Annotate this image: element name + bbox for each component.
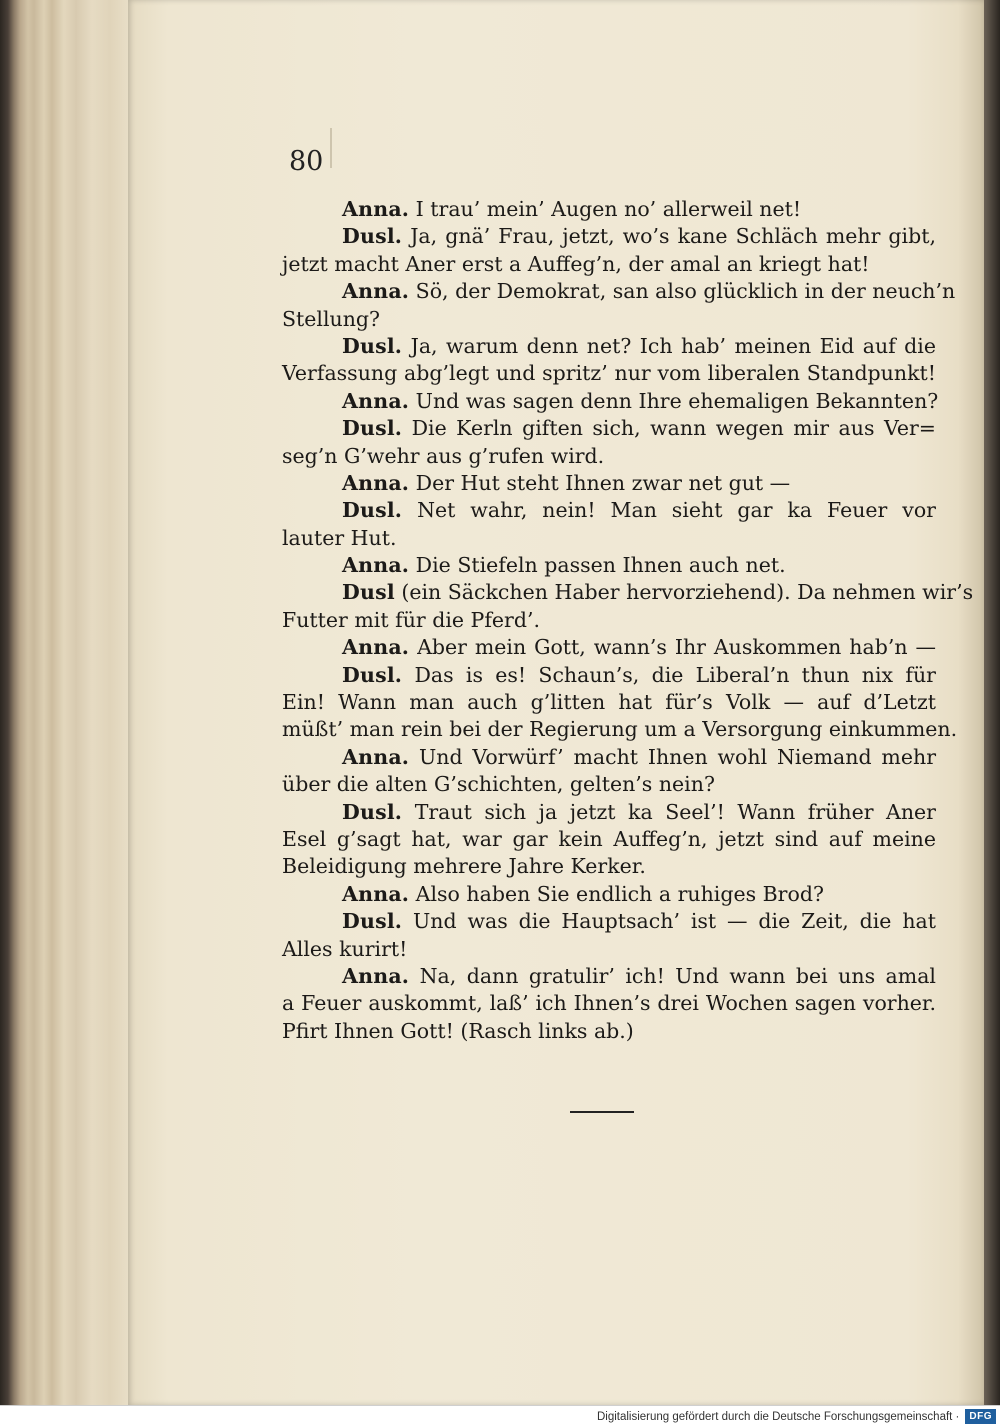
book-gutter-shadow [984, 0, 1000, 1405]
speaker-name: Dusl. [342, 909, 403, 934]
speaker-name: Anna. [342, 197, 410, 221]
line-text: Traut sich ja jetzt ka Seel’! Wann früher Aner [414, 799, 936, 824]
text-line [282, 497, 936, 524]
line-text: Und was sagen denn Ihre ehemaligen Bekannten? [415, 388, 939, 413]
speaker-name: Anna. [342, 553, 410, 578]
text-line [282, 826, 936, 853]
text-line [282, 771, 936, 798]
text-line [282, 470, 936, 497]
line-text: Und Vorwürf’ macht Ihnen wohl Niemand mehr [418, 744, 936, 769]
text-line [282, 251, 936, 278]
line-text: lauter Hut. [282, 525, 397, 550]
text-line [282, 1018, 936, 1045]
speaker-name: Anna. [342, 881, 410, 906]
line-text: jetzt macht Aner erst a Auffeg’n, der amal an kriegt hat! [282, 251, 870, 276]
speaker-name: Anna. [342, 744, 410, 769]
line-text: Na, dann gratulir’ ich! Und wann bei uns amal [419, 963, 936, 988]
text-line [282, 936, 936, 963]
speaker-name: Anna. [342, 388, 410, 413]
speaker-name: Anna. [342, 963, 410, 988]
line-text: Stellung? [282, 306, 381, 331]
book-page-edges [0, 0, 140, 1405]
speaker-name: Dusl. [342, 799, 403, 824]
line-text: Futter mit für die Pferd’. [282, 607, 541, 632]
line-text: I trau’ mein’ Augen no’ allerweil net! [415, 197, 802, 221]
line-text: Beleidigung mehrere Jahre Kerker. [282, 854, 646, 879]
page-header-mark [330, 128, 332, 168]
line-text: Ja, warum denn net? Ich hab’ meinen Eid auf die [410, 333, 936, 358]
line-text: über die alten G’schichten, gelten’s nein? [282, 772, 715, 797]
text-line [282, 799, 936, 826]
text-line [282, 525, 936, 552]
text-line [282, 306, 936, 333]
speaker-name: Anna. [342, 470, 410, 495]
line-text: Also haben Sie endlich a ruhiges Brod? [415, 881, 824, 906]
dfg-logo: DFG [965, 1409, 996, 1424]
digitization-footer [0, 1405, 1000, 1427]
speaker-name: Dusl [342, 580, 395, 605]
text-line [282, 443, 936, 470]
text-line [282, 716, 958, 743]
text-line [282, 744, 936, 771]
text-line [282, 662, 936, 689]
line-text: Ein! Wann man auch g’litten hat für’s Volk — auf d’Letzt [282, 690, 936, 715]
text-line [282, 634, 936, 661]
line-text: Sö, der Demokrat, san also glücklich in der neuch’n [415, 279, 956, 304]
text-line [282, 388, 939, 415]
line-text: Net wahr, nein! Man sieht gar ka Feuer vor [417, 498, 936, 523]
speaker-name: Anna. [342, 635, 410, 660]
text-line [282, 853, 936, 880]
line-text: (ein Säckchen Haber hervorziehend). Da nehmen wir’s [401, 580, 974, 605]
text-line [282, 552, 936, 579]
page-number: 80 [289, 146, 324, 177]
dialogue-text-block [282, 196, 974, 1045]
speaker-name: Dusl. [342, 498, 403, 523]
line-text: Und was die Hauptsach’ ist — die Zeit, die hat [413, 909, 936, 934]
line-text: Verfassung abg’legt und spritz’ nur vom liberalen Standpunkt! [282, 361, 936, 386]
line-text: seg’n G’wehr aus g’rufen wird. [282, 443, 605, 468]
speaker-name: Dusl. [342, 416, 403, 441]
text-line [282, 360, 936, 387]
speaker-name: Anna. [342, 279, 410, 304]
text-line [282, 607, 936, 634]
line-text: Die Kerln giften sich, wann wegen mir aus Ver= [411, 416, 936, 441]
line-text: Pfirt Ihnen Gott! (Rasch links ab.) [282, 1018, 634, 1043]
text-line [282, 415, 936, 442]
text-line [282, 689, 936, 716]
text-line [282, 881, 936, 908]
text-line [282, 990, 936, 1017]
text-line [282, 196, 936, 223]
line-text: a Feuer auskommt, laß’ ich Ihnen’s drei Wochen sagen vorher. [282, 991, 936, 1016]
text-line [282, 333, 936, 360]
text-line [282, 223, 936, 250]
line-text: müßt’ man rein bei der Regierung um a Versorgung einkummen. [282, 717, 958, 742]
text-line [282, 963, 936, 990]
line-text: Das is es! Schaun’s, die Liberal’n thun nix für [414, 662, 936, 687]
funding-credit: Digitalisierung gefördert durch die Deutsche Forschungsgemeinschaft · [596, 1410, 960, 1423]
text-line [282, 278, 956, 305]
line-text: Alles kurirt! [282, 936, 408, 961]
text-line [282, 579, 974, 606]
speaker-name: Dusl. [342, 224, 403, 249]
end-of-scene-rule [570, 1111, 634, 1113]
speaker-name: Dusl. [342, 662, 403, 687]
line-text: Der Hut steht Ihnen zwar net gut — [415, 470, 791, 495]
line-text: Die Stiefeln passen Ihnen auch net. [415, 553, 786, 578]
speaker-name: Dusl. [342, 333, 403, 358]
line-text: Aber mein Gott, wann’s Ihr Auskommen hab’n — [417, 635, 936, 660]
line-text: Esel g’sagt hat, war gar kein Auffeg’n, jetzt sind auf meine [282, 826, 936, 851]
text-line [282, 908, 936, 935]
line-text: Ja, gnä’ Frau, jetzt, wo’s kane Schläch mehr gibt, [410, 224, 936, 249]
